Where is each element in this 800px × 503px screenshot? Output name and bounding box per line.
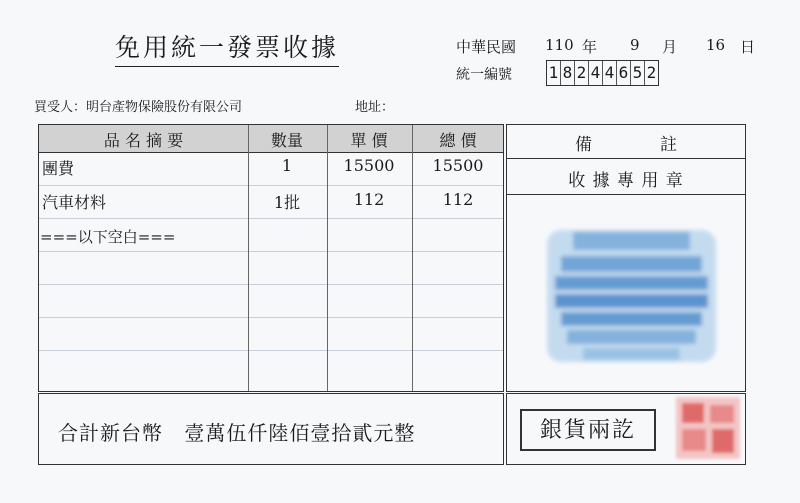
row-2-total: 112 — [442, 190, 474, 209]
tax-id-digit: 2 — [575, 61, 589, 85]
row-divider — [39, 284, 503, 285]
row-divider — [39, 185, 503, 186]
buyer-label: 買受人： — [34, 100, 87, 115]
header-total: 總 價 — [439, 131, 477, 150]
date-day-label: 日 — [740, 38, 756, 56]
receipt-title: 免用統一發票收據 — [115, 28, 339, 67]
remarks-divider — [507, 158, 745, 159]
total-amount-text: 壹萬伍仟陸佰壹拾貳元整 — [184, 421, 416, 445]
row-2-unit-price: 112 — [353, 190, 385, 209]
date-month-label: 月 — [662, 38, 678, 56]
header-qty: 數量 — [270, 131, 303, 150]
tax-id-digit: 8 — [561, 61, 575, 85]
company-stamp-image — [543, 226, 720, 366]
header-unit-price: 單 價 — [350, 131, 388, 150]
tax-id-boxes — [546, 60, 659, 86]
tax-id-digit: 1 — [547, 61, 561, 85]
tax-id-digit: 2 — [646, 63, 657, 82]
tax-id-digit: 5 — [631, 61, 645, 85]
tax-id-digit: 4 — [589, 61, 603, 85]
buyer-line — [34, 96, 242, 115]
date-month: 9 — [630, 36, 640, 54]
tax-id-digit: 6 — [617, 61, 631, 85]
buyer-name: 明台產物保險股份有限公司 — [86, 100, 243, 115]
stamp-label-divider — [507, 194, 745, 195]
row-1-qty: 1 — [281, 156, 293, 175]
header-divider — [39, 152, 503, 153]
paid-stamp: 銀貨兩訖 — [520, 409, 656, 451]
tax-id-digit: 4 — [603, 61, 617, 85]
row-2-qty: 1批 — [273, 193, 301, 212]
stamp-label: 收 據 專 用 章 — [568, 171, 684, 191]
row-divider — [39, 350, 503, 351]
row-1-item: 團費 — [42, 159, 75, 178]
total-label: 合計新台幣 — [58, 421, 163, 445]
seal-image — [674, 395, 742, 461]
row-divider — [39, 251, 503, 252]
address-label: 地址： — [355, 100, 395, 115]
row-1-unit-price: 15500 — [343, 156, 395, 175]
row-2-item: 汽車材料 — [42, 193, 107, 212]
date-day: 16 — [706, 36, 726, 54]
remarks-header: 備 註 — [575, 135, 677, 155]
row-divider — [39, 218, 503, 219]
total-line — [58, 417, 415, 446]
row-divider — [39, 317, 503, 318]
tax-id-label: 統一編號 — [456, 67, 512, 83]
date-era-label: 中華民國 — [456, 38, 517, 56]
row-1-total: 15500 — [432, 156, 484, 175]
header-item: 品 名 摘 要 — [103, 131, 184, 150]
date-year-label: 年 — [582, 38, 598, 56]
row-3-item: ===以下空白=== — [40, 228, 176, 246]
date-year: 110 — [545, 36, 574, 54]
